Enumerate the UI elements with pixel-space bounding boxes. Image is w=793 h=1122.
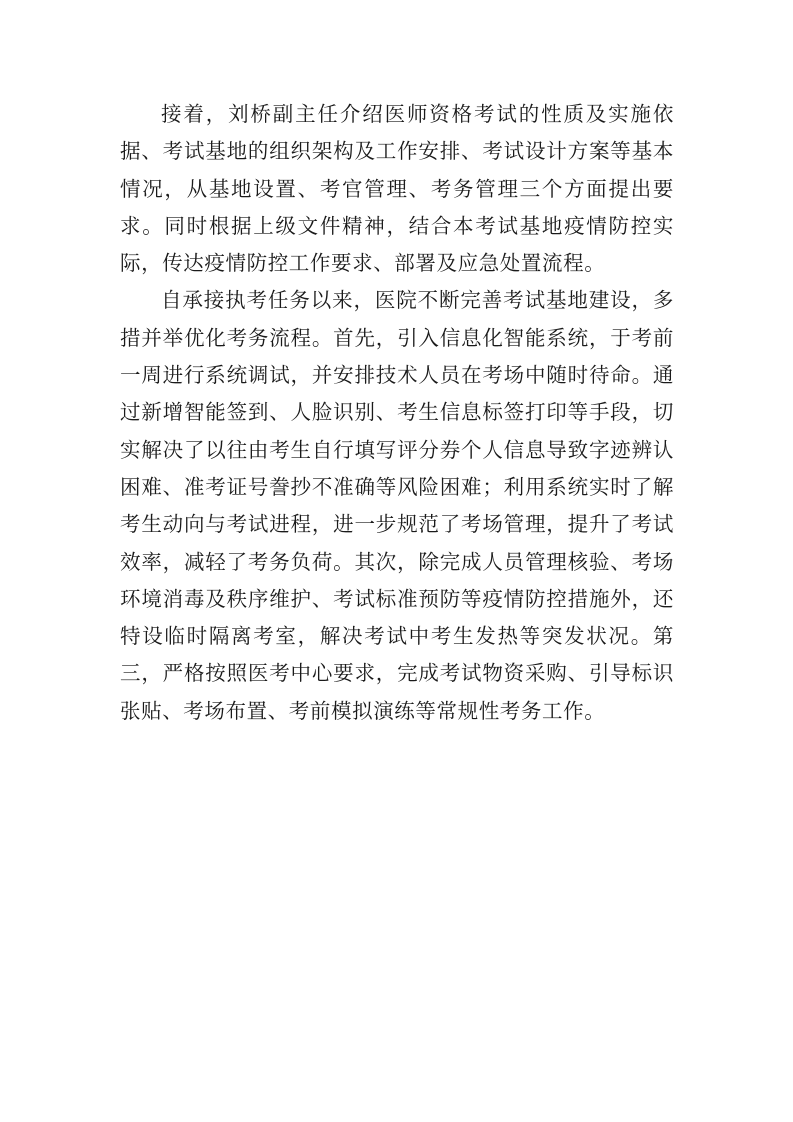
- paragraph-exam-base-work: 自承接执考任务以来，医院不断完善考试基地建设，多措并举优化考务流程。首先，引入信息化智能系统，于考前一周进行系统调试，并安排技术人员在考场中随时待命。通过新增智能签到、人脸识别、考生信息标签打印等手段，切实解决了以往由考生自行填写评分券个人信息导致字迹辨认困难、准考证号誊抄不准确等风险困难；利用系统实时了解考生动向与考试进程，进一步规范了考场管理，提升了考试效率，减轻了考务负荷。其次，除完成人员管理核验、考场环境消毒及秩序维护、考试标准预防等疫情防控措施外，还特设临时隔离考室，解决考试中考生发热等突发状况。第三，严格按照医考中心要求，完成考试物资采购、引导标识张贴、考场布置、考前模拟演练等常规性考务工作。: [120, 288, 674, 723]
- document-body: [120, 96, 674, 730]
- paragraph-exam-introduction: 接着，刘桥副主任介绍医师资格考试的性质及实施依据、考试基地的组织架构及工作安排、考试设计方案等基本情况，从基地设置、考官管理、考务管理三个方面提出要求。同时根据上级文件精神，结合本考试基地疫情防控实际，传达疫情防控工作要求、部署及应急处置流程。: [120, 102, 674, 276]
